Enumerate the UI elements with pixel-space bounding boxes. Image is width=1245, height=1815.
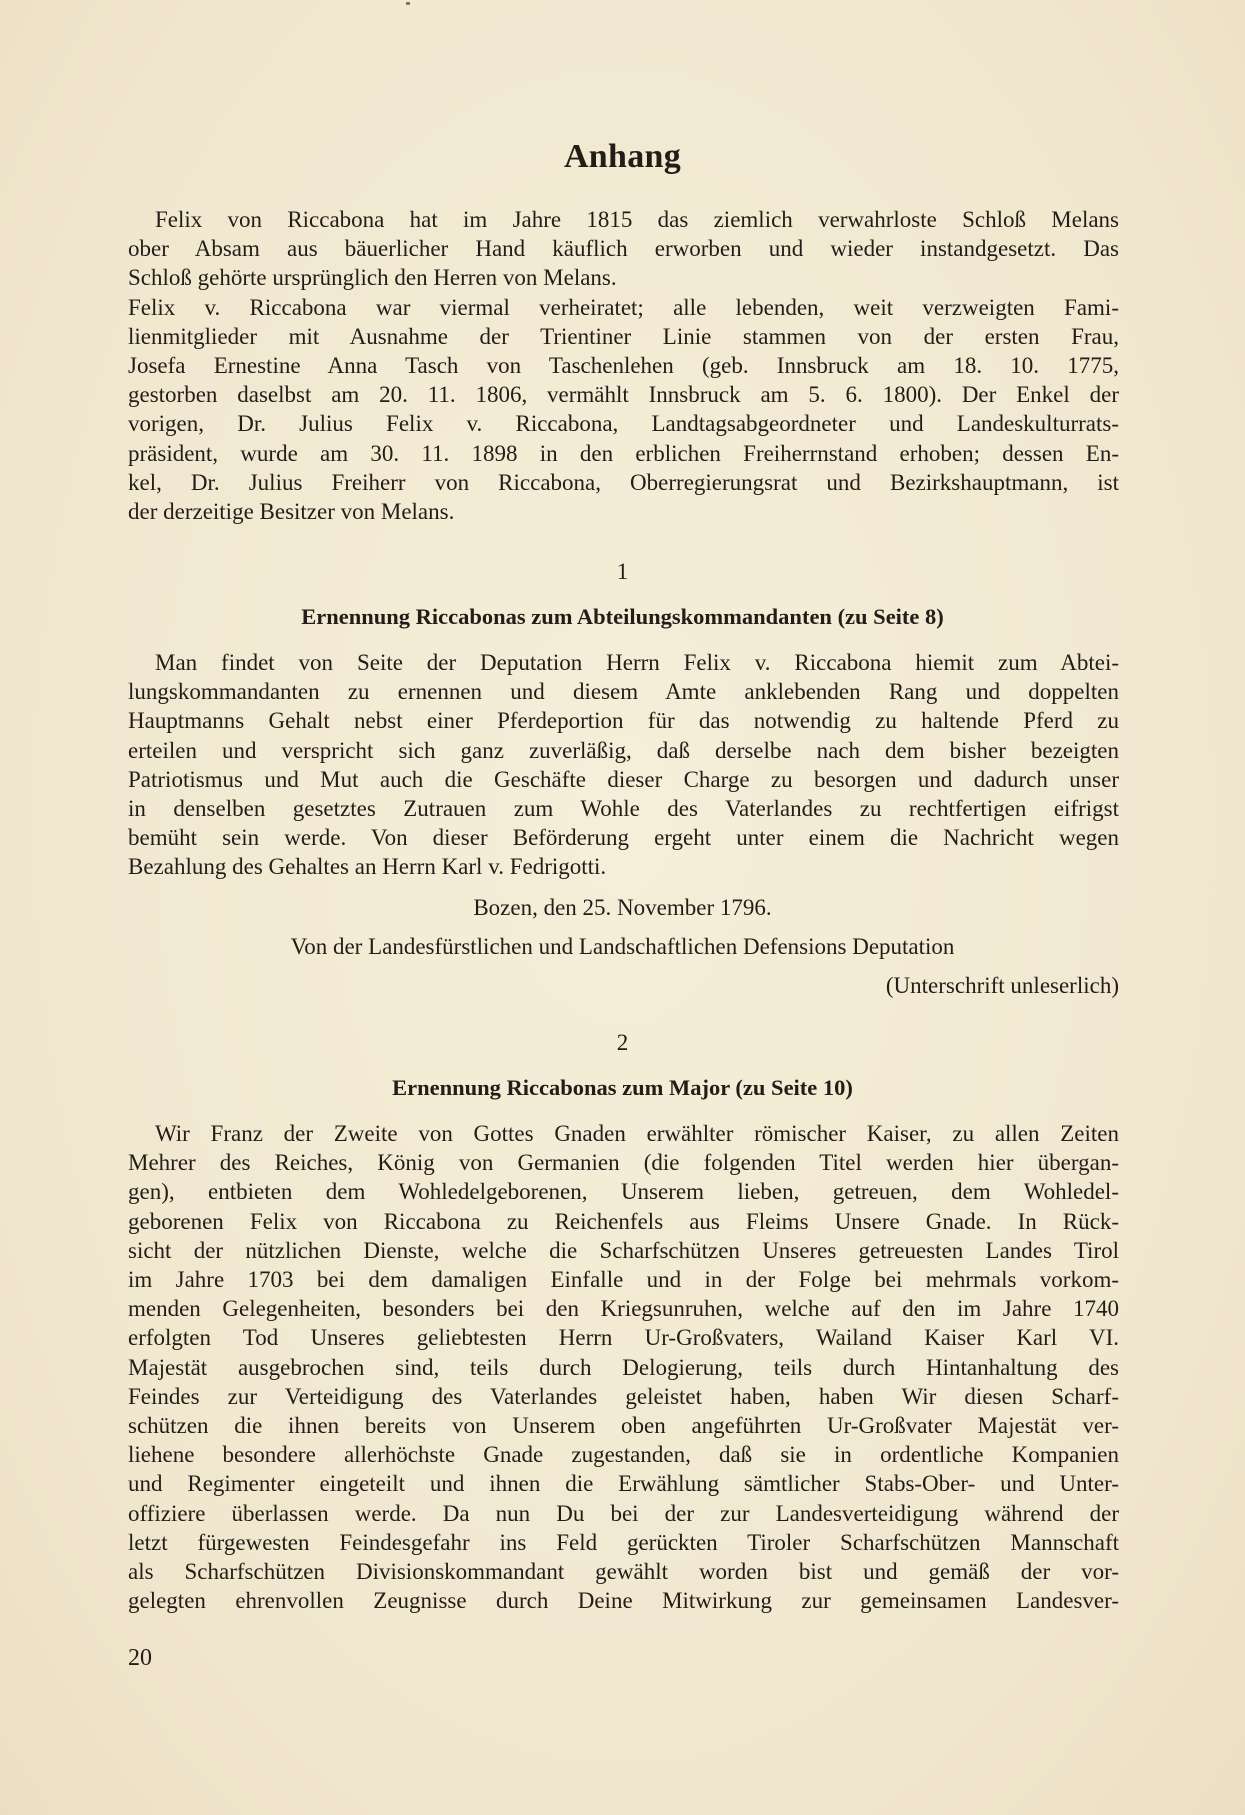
section-2-heading: Ernennung Riccabonas zum Major (zu Seite 10) (392, 1075, 853, 1100)
text-line: gestorben daselbst am 20. 11. 1806, vermählt Innsbruck am 5. 6. 1800). Der Enkel der (128, 382, 1119, 408)
text-line: Felix v. Riccabona war viermal verheiratet; alle lebenden, weit verzweigten Fami- (128, 294, 1119, 320)
section-1-date: Bozen, den 25. November 1796. (473, 895, 772, 920)
text-line: Feindes zur Verteidigung des Vaterlandes geleistet haben, haben Wir diesen Scharf- (128, 1383, 1119, 1409)
section-1-heading: Ernennung Riccabonas zum Abteilungskommandanten (zu Seite 8) (301, 604, 944, 629)
text-line: letzt fürgewesten Feindesgefahr ins Feld gerückten Tiroler Scharfschützen Mannschaft (128, 1529, 1119, 1555)
text-line: gelegten ehrenvollen Zeugnisse durch Deine Mitwirkung zur gemeinsamen Landesver- (128, 1588, 1119, 1614)
text-line: menden Gelegenheiten, besonders bei den Kriegsunruhen, welche auf den im Jahre 1740 (128, 1296, 1119, 1322)
text-line: lienmitglieder mit Ausnahme der Trientiner Linie stammen von der ersten Frau, (128, 323, 1119, 349)
section-1-body (128, 648, 1119, 882)
text-line: ober Absam aus bäuerlicher Hand käuflich erworben und wieder instandgesetzt. Das (128, 236, 1119, 262)
text-line: erteilen und verspricht sich ganz zuverläßig, daß derselbe nach dem bisher bezeigten (128, 737, 1119, 763)
text-line: Hauptmanns Gehalt nebst einer Pferdeportion für das notwendig zu haltende Pferd zu (128, 708, 1119, 734)
text-line: sicht der nützlichen Dienste, welche die Scharfschützen Unseres getreuesten Landes Tirol (128, 1237, 1119, 1263)
text-line: bemüht sein werde. Von dieser Beförderung ergeht unter einem die Nachricht wegen (128, 825, 1119, 851)
text-line: gen), entbieten dem Wohledelgeborenen, Unserem lieben, getreuen, dem Wohledel- (128, 1179, 1119, 1205)
text-line: Man findet von Seite der Deputation Herrn Felix v. Riccabona hiemit zum Abtei- (155, 650, 1119, 675)
text-line: lungskommandanten zu ernennen und diesem Amte anklebenden Rang und doppelten (128, 679, 1119, 705)
text-line: liehene besondere allerhöchste Gnade zugestanden, daß sie in ordentliche Kompanien (128, 1442, 1119, 1468)
section-1-signature: (Unterschrift unleserlich) (885, 973, 1119, 998)
section-1-issuer: Von der Landesfürstlichen und Landschaftlichen Defensions Deputation (290, 934, 955, 959)
text-line: und Regimenter eingeteilt und ihnen die Erwählung sämtlicher Stabs-Ober- und Unter- (128, 1471, 1119, 1497)
text-line: vorigen, Dr. Julius Felix v. Riccabona, Landtagsabgeordneter und Landeskulturrats- (128, 411, 1119, 437)
text-line: Mehrer des Reiches, König von Germanien (die folgenden Titel werden hier übergan- (128, 1150, 1119, 1176)
text-line: erfolgten Tod Unseres geliebtesten Herrn Ur-Großvaters, Wailand Kaiser Karl VI. (128, 1325, 1119, 1351)
section-1-number: 1 (616, 559, 629, 584)
text-line: Schloß gehörte ursprünglich den Herren von Melans. (128, 265, 617, 291)
text-line: präsident, wurde am 30. 11. 1898 in den erblichen Freiherrnstand erhoben; dessen En- (128, 440, 1119, 466)
section-2-body (128, 1119, 1119, 1615)
text-line: Majestät ausgebrochen sind, teils durch Delogierung, teils durch Hintanhaltung des (128, 1354, 1119, 1380)
text-line: in denselben gesetztes Zutrauen zum Wohle des Vaterlandes zu rechtfertigen eifrigst (128, 796, 1119, 822)
text-line: Wir Franz der Zweite von Gottes Gnaden erwählter römischer Kaiser, zu allen Zeiten (155, 1121, 1119, 1146)
text-line: schützen die ihnen bereits von Unserem oben angeführten Ur-Großvater Majestät ver- (128, 1413, 1119, 1439)
text-line: Patriotismus und Mut auch die Geschäfte dieser Charge zu besorgen und dadurch unser (128, 766, 1119, 792)
text-line: geborenen Felix von Riccabona zu Reichenfels aus Fleims Unsere Gnade. In Rück- (128, 1208, 1119, 1234)
ink-speck (406, 2, 410, 5)
text-line: der derzeitige Besitzer von Melans. (128, 499, 455, 525)
page-number: 20 (128, 1645, 152, 1671)
text-line: offiziere überlassen werde. Da nun Du bei der zur Landesverteidigung während der (128, 1500, 1119, 1526)
text-line: Bezahlung des Gehaltes an Herrn Karl v. Fedrigotti. (128, 854, 607, 880)
intro-paragraph (128, 205, 1119, 526)
text-line: kel, Dr. Julius Freiherr von Riccabona, Oberregierungsrat und Bezirkshauptmann, ist (128, 469, 1119, 495)
text-line: Josefa Ernestine Anna Tasch von Taschenlehen (geb. Innsbruck am 18. 10. 1775, (128, 353, 1119, 379)
section-2-number: 2 (616, 1030, 629, 1055)
text-line: als Scharfschützen Divisionskommandant gewählt worden bist und gemäß der vor- (128, 1559, 1119, 1585)
page-title: Anhang (563, 138, 682, 175)
text-line: im Jahre 1703 bei dem damaligen Einfalle und in der Folge bei mehrmals vorkom- (128, 1267, 1119, 1293)
text-line: Felix von Riccabona hat im Jahre 1815 das ziemlich verwahrloste Schloß Melans (155, 207, 1119, 232)
